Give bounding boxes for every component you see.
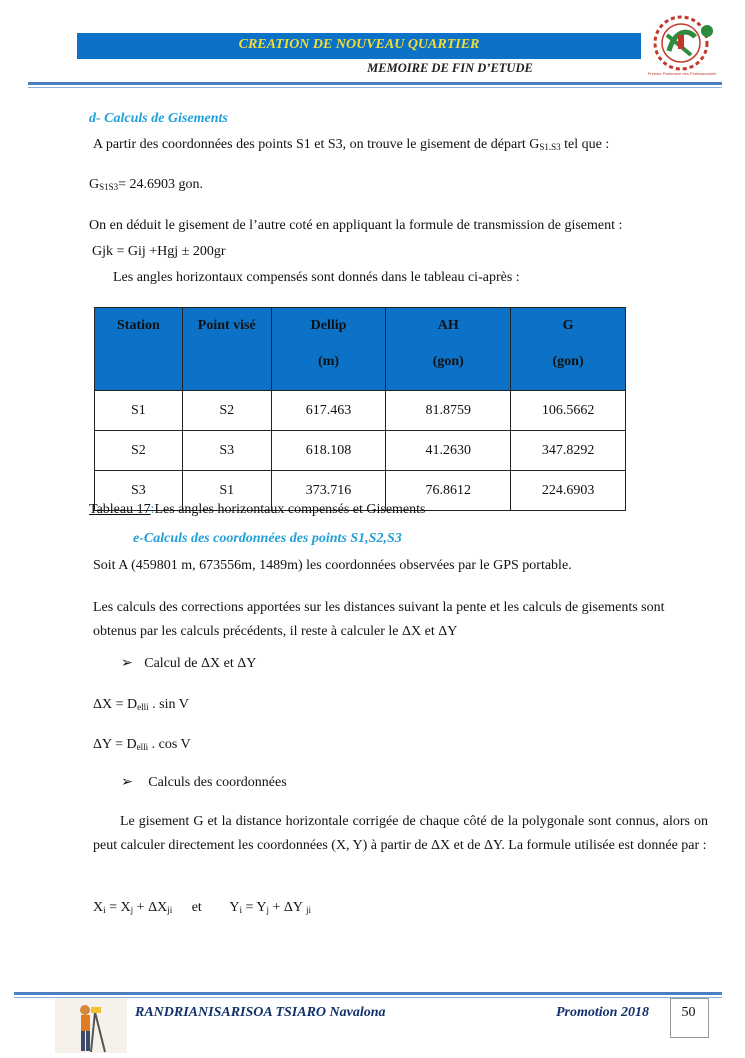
table-cell: 81.8759 [386, 391, 511, 431]
header-g: G (gon) [511, 308, 626, 391]
dx-sub: elli [137, 702, 149, 712]
table-cell: 106.5662 [511, 391, 626, 431]
coordinate-formula: $X_i = X_j + \Delta X_{ji}$ et $Y_i = Y_j + \Delta Y$ $_{ji}$ [93, 900, 311, 915]
caption-text: Les angles horizontaux compensés et Gisements [154, 502, 426, 517]
p1-text-end: tel que : [560, 137, 610, 152]
g-start-value [89, 176, 203, 196]
caption-label: Tableau 17 [89, 502, 151, 517]
footer-author: RANDRIANISARISOA TSIARO Navalona [135, 1005, 386, 1020]
p1-text: A partir des coordonnées des points S1 et S3, on trouve le gisement de départ G [93, 137, 540, 152]
university-logo-icon [641, 15, 723, 81]
table-cell: S1 [95, 391, 183, 431]
table-cell: S1 [182, 471, 271, 511]
table-cell: S2 [182, 391, 271, 431]
bullet-1-text: Calcul de ΔX et ΔY [144, 656, 257, 671]
section-d-heading: d- Calculs de Gisements [89, 111, 228, 126]
surveyor-icon [55, 998, 127, 1053]
footer-promotion: Promotion 2018 [556, 1005, 649, 1020]
p1-subscript: S1.S3 [539, 142, 561, 152]
section-d-paragraph-2: On en déduit le gisement de l’autre coté en appliquant la formule de transmission de gisement : [89, 218, 623, 233]
section-d-paragraph-1 [93, 136, 609, 156]
g-value: = 24.6903 gon. [118, 177, 204, 192]
dy-pre: ΔY = D [93, 737, 137, 752]
table-cell: S2 [95, 431, 183, 471]
section-e-paragraph-3: Le gisement G et la distance horizontale corrigée de chaque côté de la polygonale sont connus, alors on peut calculer directement les coordonnées (X, Y) à partir de ΔX et de ΔY. La formule utilisée est donnée par : [93, 814, 708, 853]
table-cell: 76.8612 [386, 471, 511, 511]
transmission-formula: Gjk = Gij +Hgj ± 200gr [92, 244, 226, 259]
dx-post: . sin V [148, 697, 189, 712]
page-number: 50 [681, 1005, 696, 1020]
dx-formula [93, 696, 189, 716]
dy-formula [93, 736, 191, 756]
table-cell: 224.6903 [511, 471, 626, 511]
section-e-paragraph-1: Soit A (459801 m, 673556m, 1489m) les coordonnées observées par le GPS portable. [93, 558, 572, 573]
header-ah: AH (gon) [386, 308, 511, 391]
arrow-bullet-icon: ➢ [121, 775, 133, 790]
section-e-paragraph-2: Les calculs des corrections apportées sur les distances suivant la pente et les calculs de gisements sont obtenus par les calculs précédents, il reste à calculer le ΔX et ΔY [93, 600, 665, 639]
bullet-calculs-coordonnees [121, 774, 287, 792]
table-header-row [95, 308, 626, 391]
header-divider-thin [28, 87, 722, 88]
header-point-vise: Point visé [182, 308, 271, 391]
table-row [95, 431, 626, 471]
table-cell: 347.8292 [511, 431, 626, 471]
table-cell: S3 [182, 431, 271, 471]
section-d-paragraph-3: Les angles horizontaux compensés sont donnés dans le tableau ci-après : [113, 270, 520, 285]
dy-sub: elli [136, 742, 149, 752]
table-cell: 617.463 [271, 391, 386, 431]
logo-caption: Premier Partenaire des Professionnels [647, 71, 717, 76]
header-title: CREATION DE NOUVEAU QUARTIER [238, 37, 480, 52]
header-subtitle: MEMOIRE DE FIN D’ETUDE [367, 61, 533, 75]
caption-separator: : [150, 502, 155, 517]
bullet-calcul-dx-dy [121, 655, 256, 673]
header-dellip: Dellip (m) [271, 308, 386, 391]
header-divider [28, 82, 722, 85]
table-cell: S3 [95, 471, 183, 511]
table-cell: 373.716 [271, 471, 386, 511]
table-cell: 618.108 [271, 431, 386, 471]
g-label: G [89, 177, 100, 192]
g-subscript: S1S3 [99, 182, 119, 192]
dy-post: . cos V [148, 737, 191, 752]
table-cell: 41.2630 [386, 431, 511, 471]
angles-table [94, 307, 626, 511]
section-e-heading: e-Calculs des coordonnées des points S1,S2,S3 [133, 531, 402, 546]
arrow-bullet-icon: ➢ [121, 656, 133, 671]
footer-divider [14, 992, 722, 995]
dx-pre: ΔX = D [93, 697, 138, 712]
table-row [95, 391, 626, 431]
bullet-2-text: Calculs des coordonnées [148, 775, 287, 790]
header-station: Station [95, 308, 183, 391]
table-caption [89, 501, 425, 519]
